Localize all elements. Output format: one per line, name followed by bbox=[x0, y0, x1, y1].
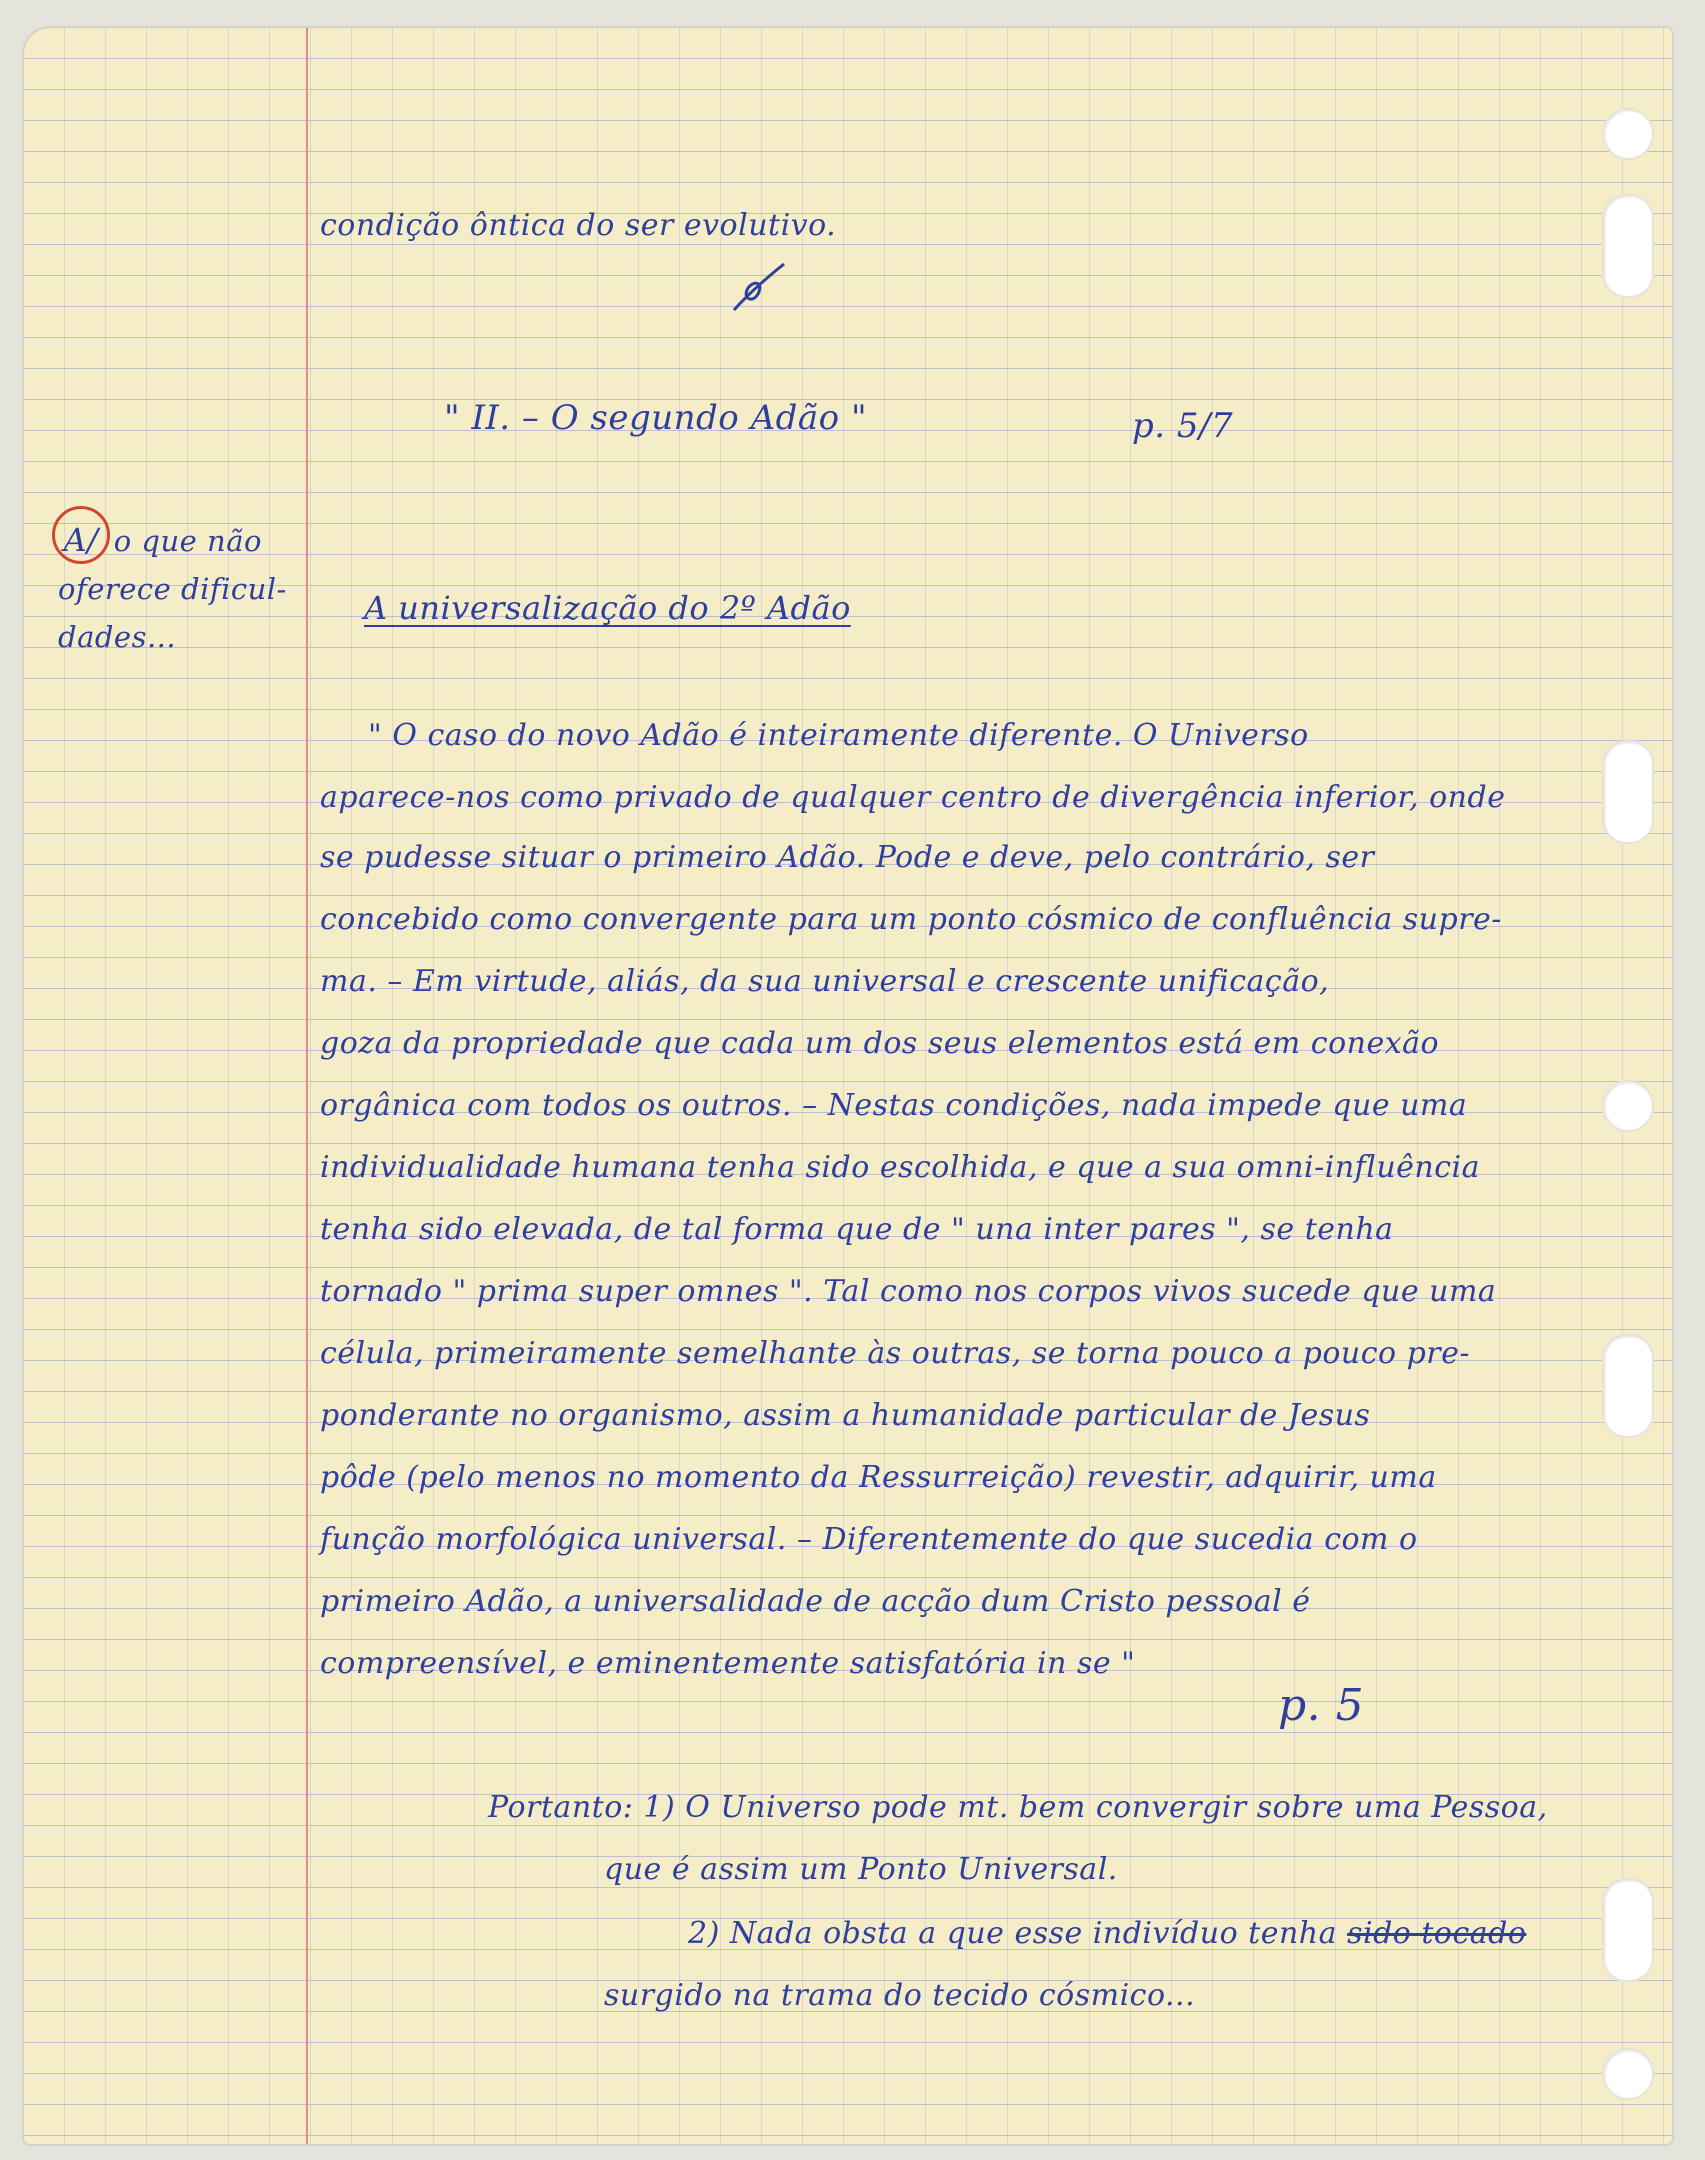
red-circle-mark bbox=[52, 506, 110, 564]
page-reference: p. 5 bbox=[1278, 1680, 1365, 1731]
binder-hole bbox=[1602, 2048, 1654, 2100]
notebook-page bbox=[24, 28, 1672, 2144]
binder-slot bbox=[1602, 194, 1654, 298]
margin-note-line: o que não bbox=[113, 524, 262, 558]
separator-mark bbox=[724, 258, 794, 318]
section-heading: A universalização do 2º Adão bbox=[364, 589, 851, 627]
quote-line: primeiro Adão, a universalidade de acção dum Cristo pessoal é bbox=[320, 1584, 1311, 1619]
annotation-mark: A/ bbox=[58, 516, 104, 564]
quote-line: aparece-nos como privado de qualquer centro de divergência inferior, onde bbox=[320, 780, 1506, 815]
page-title: " II. – O segundo Adão " bbox=[444, 398, 868, 438]
quote-line: ponderante no organismo, assim a humanidade particular de Jesus bbox=[320, 1398, 1371, 1433]
struck-text: sido tocado bbox=[1347, 1916, 1527, 1951]
conclusion-line: Portanto: 1) O Universo pode mt. bem convergir sobre uma Pessoa, bbox=[488, 1790, 1548, 1825]
quote-line: pôde (pelo menos no momento da Ressurreição) revestir, adquirir, uma bbox=[320, 1460, 1437, 1495]
margin-note-line: dades... bbox=[58, 620, 177, 654]
margin-note bbox=[58, 516, 308, 661]
quote-line: tenha sido elevada, de tal forma que de " una inter pares ", se tenha bbox=[320, 1212, 1394, 1247]
binder-hole bbox=[1602, 108, 1654, 160]
binder-slot bbox=[1602, 1878, 1654, 1982]
conclusion-line: que é assim um Ponto Universal. bbox=[604, 1852, 1118, 1887]
quote-line: tornado " prima super omnes ". Tal como nos corpos vivos sucede que uma bbox=[320, 1274, 1497, 1309]
quote-line: goza da propriedade que cada um dos seus elementos está em conexão bbox=[320, 1026, 1440, 1061]
intro-line: condição ôntica do ser evolutivo. bbox=[320, 208, 837, 243]
quote-line: concebido como convergente para um ponto cósmico de confluência supre- bbox=[320, 902, 1502, 937]
binder-hole bbox=[1602, 1080, 1654, 1132]
binder-slot bbox=[1602, 740, 1654, 844]
quote-line: " O caso do novo Adão é inteiramente diferente. O Universo bbox=[368, 718, 1309, 753]
binder-slot bbox=[1602, 1334, 1654, 1438]
quote-line: orgânica com todos os outros. – Nestas condições, nada impede que uma bbox=[320, 1088, 1468, 1123]
conclusion-line: surgido na trama do tecido cósmico... bbox=[604, 1978, 1196, 2013]
margin-rule bbox=[306, 28, 308, 2144]
quote-line: se pudesse situar o primeiro Adão. Pode e deve, pelo contrário, ser bbox=[320, 840, 1375, 875]
quote-line: individualidade humana tenha sido escolhida, e que a sua omni-influência bbox=[320, 1150, 1481, 1185]
quote-line: compreensível, e eminentemente satisfatória in se " bbox=[320, 1646, 1136, 1681]
quote-line: função morfológica universal. – Diferentemente do que sucedia com o bbox=[320, 1522, 1418, 1557]
margin-note-line: oferece dificul- bbox=[58, 572, 287, 606]
quote-line: célula, primeiramente semelhante às outras, se torna pouco a pouco pre- bbox=[320, 1336, 1471, 1371]
conclusion-text: 2) Nada obsta a que esse indivíduo tenha bbox=[688, 1916, 1338, 1951]
title-page-ref: p. 5/7 bbox=[1132, 406, 1234, 446]
conclusion-line bbox=[688, 1916, 1526, 1952]
quote-line: ma. – Em virtude, aliás, da sua universal e crescente unificação, bbox=[320, 964, 1330, 999]
